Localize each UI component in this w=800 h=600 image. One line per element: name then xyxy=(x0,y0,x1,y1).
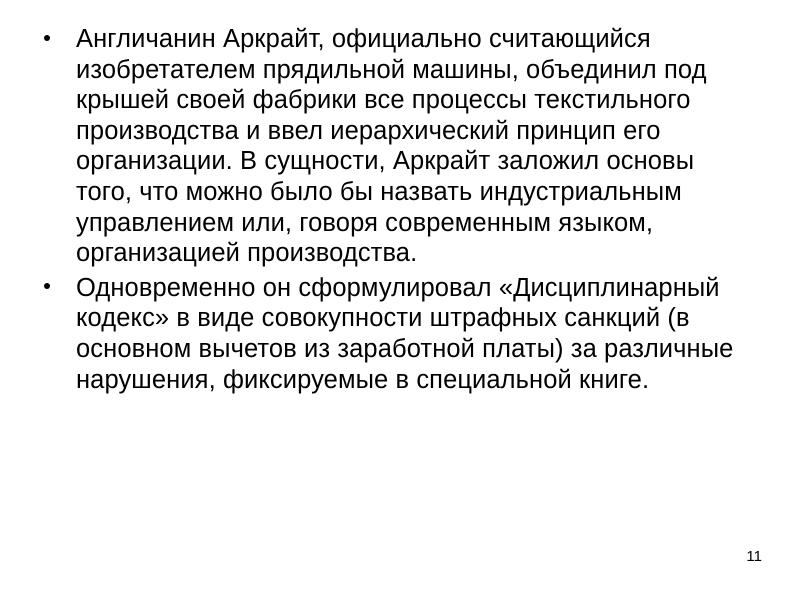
bullet-list xyxy=(30,24,756,395)
list-item xyxy=(30,24,756,269)
page-number: 11 xyxy=(746,548,762,565)
list-item xyxy=(30,273,756,395)
bullet-dot-icon xyxy=(44,35,50,41)
bullet-text: Англичанин Аркрайт, официально считающийся изобретателем прядильной машины, объединил под крышей своей фабрики все процессы текстильного производства и ввел иерархический принцип его организации. В сущности, Аркрайт заложил основы того, что можно было бы назвать индустриальным управлением или, говоря современным языком, организацией производства. xyxy=(76,25,707,268)
bullet-dot-icon xyxy=(44,283,50,289)
bullet-text: Одновременно он сформулировал «Дисциплинарный кодекс» в виде совокупности штрафных санкций (в основном вычетов из заработной платы) за различные нарушения, фиксируемые в специальной книге. xyxy=(76,273,734,394)
slide-content xyxy=(30,24,756,399)
